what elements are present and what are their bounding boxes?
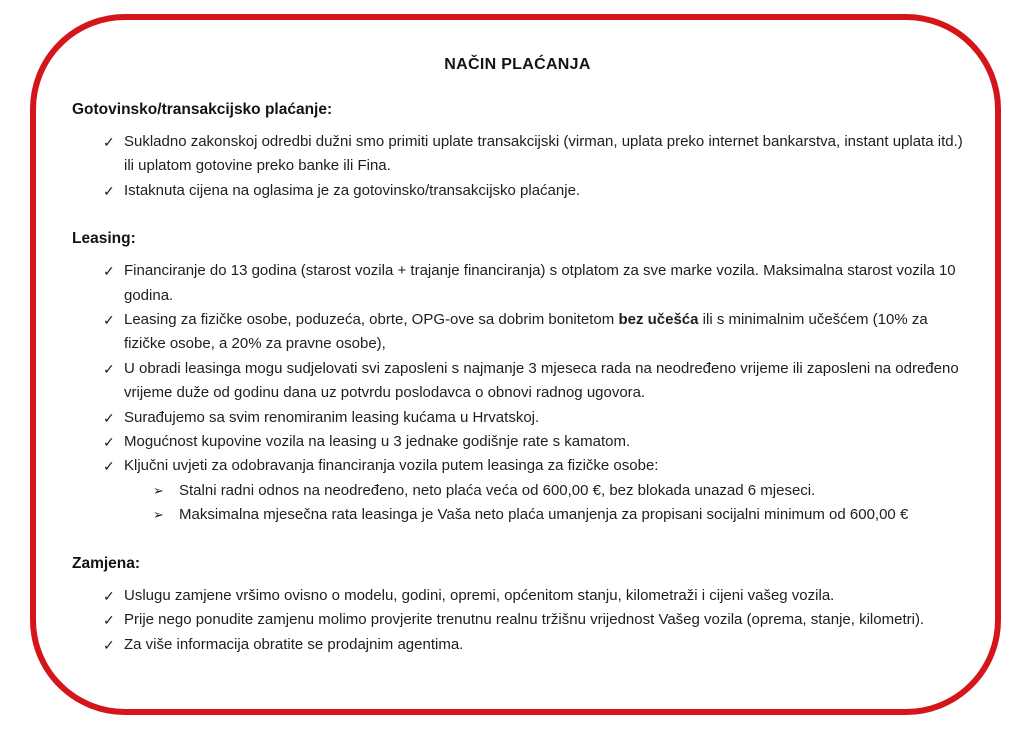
- list-item: [103, 608, 963, 632]
- leasing-list: [72, 259, 963, 527]
- checkmark-icon: ✓: [103, 360, 115, 377]
- list-item: [103, 454, 963, 527]
- list-item: [103, 357, 963, 406]
- list-item-text: Za više informacija obratite se prodajnim agentima.: [124, 635, 464, 653]
- text-run: ili s minimalnim učešćem (10% za fizičke osobe, a 20% za pravne osobe),: [124, 311, 928, 353]
- list-item: [103, 633, 963, 657]
- list-item-text: [124, 311, 928, 352]
- sub-list-item-text: Stalni radni odnos na neodređeno, neto plaća veća od 600,00 €, bez blokada unazad 6 mjeseci.: [179, 481, 816, 499]
- section-heading-leasing: Leasing:: [72, 230, 136, 248]
- list-item: [103, 430, 963, 454]
- list-item: [103, 308, 963, 357]
- checkmark-icon: ✓: [103, 458, 115, 475]
- section-heading-trade-in: Zamjena:: [72, 554, 141, 572]
- cash-payment-list: [72, 130, 963, 203]
- checkmark-icon: ✓: [103, 434, 115, 451]
- checkmark-icon: ✓: [103, 409, 115, 426]
- list-item-text: Ključni uvjeti za odobravanja financiranja vozila putem leasinga za fizičke osobe:: [124, 457, 659, 475]
- bold-text-run: bez učešća: [618, 311, 699, 329]
- checkmark-icon: ✓: [103, 182, 115, 199]
- trade-in-list: [72, 584, 963, 657]
- list-item-text: Financiranje do 13 godina (starost vozila + trajanje financiranja) s otplatom za sve marke vozila. Maksimalna starost vozila 10 godina.: [124, 262, 956, 304]
- checkmark-icon: ✓: [103, 312, 115, 329]
- list-item: [103, 130, 963, 179]
- arrow-bullet-icon: ➢: [153, 482, 164, 498]
- list-item-text: Surađujemo sa svim renomiranim leasing kućama u Hrvatskoj.: [124, 408, 540, 426]
- card-content: [36, 20, 995, 657]
- payment-notice-card: [30, 14, 1001, 715]
- list-item: [103, 406, 963, 430]
- sub-list-item: [153, 479, 963, 503]
- sub-list-item-text: Maksimalna mjesečna rata leasinga je Vaša neto plaća umanjenja za propisani socijalni minimum od 600,00 €: [179, 506, 909, 524]
- list-item-text: U obradi leasinga mogu sudjelovati svi zaposleni s najmanje 3 mjeseca rada na neodređeno vrijeme ili zaposleni na određeno vrijeme duže od godinu dana uz potvrdu poslodavca o obnovi radnog ugovora.: [124, 359, 959, 402]
- section-heading-cash: Gotovinsko/transakcijsko plaćanje:: [72, 101, 333, 118]
- checkmark-icon: ✓: [103, 263, 115, 280]
- list-item-text: Sukladno zakonskoj odredbi dužni smo primiti uplate transakcijski (virman, uplata preko internet bankarstva, instant uplata itd.) ili uplatom gotovine preko banke ili Fina.: [124, 133, 963, 175]
- section-cash-payment: [72, 101, 963, 203]
- checkmark-icon: ✓: [103, 612, 115, 629]
- text-run: Leasing za fizičke osobe, poduzeća, obrte, OPG-ove sa dobrim bonitetom: [124, 311, 619, 329]
- list-item-text: Prije nego ponudite zamjenu molimo provjerite trenutnu realnu tržišnu vrijednost Vašeg vozila (oprema, stanje, kilometri).: [124, 611, 925, 629]
- checkmark-icon: ✓: [103, 587, 115, 604]
- list-item-text: Mogućnost kupovine vozila na leasing u 3 jednake godišnje rate s kamatom.: [124, 433, 631, 451]
- arrow-bullet-icon: ➢: [153, 507, 164, 523]
- checkmark-icon: ✓: [103, 134, 115, 150]
- sub-list-item: [153, 503, 963, 527]
- list-item: [103, 179, 963, 203]
- checkmark-icon: ✓: [103, 636, 115, 653]
- list-item-text: Uslugu zamjene vršimo ovisno o modelu, godini, opremi, općenitom stanju, kilometraži i cijeni vašeg vozila.: [124, 586, 835, 604]
- leasing-conditions-sublist: [124, 479, 963, 528]
- page-title: NAČIN PLAĆANJA: [444, 56, 591, 73]
- list-item: [103, 584, 963, 608]
- section-trade-in: [72, 555, 963, 657]
- section-leasing: [72, 230, 963, 527]
- list-item: [103, 259, 963, 308]
- list-item-text: Istaknuta cijena na oglasima je za gotovinsko/transakcijsko plaćanje.: [124, 181, 581, 199]
